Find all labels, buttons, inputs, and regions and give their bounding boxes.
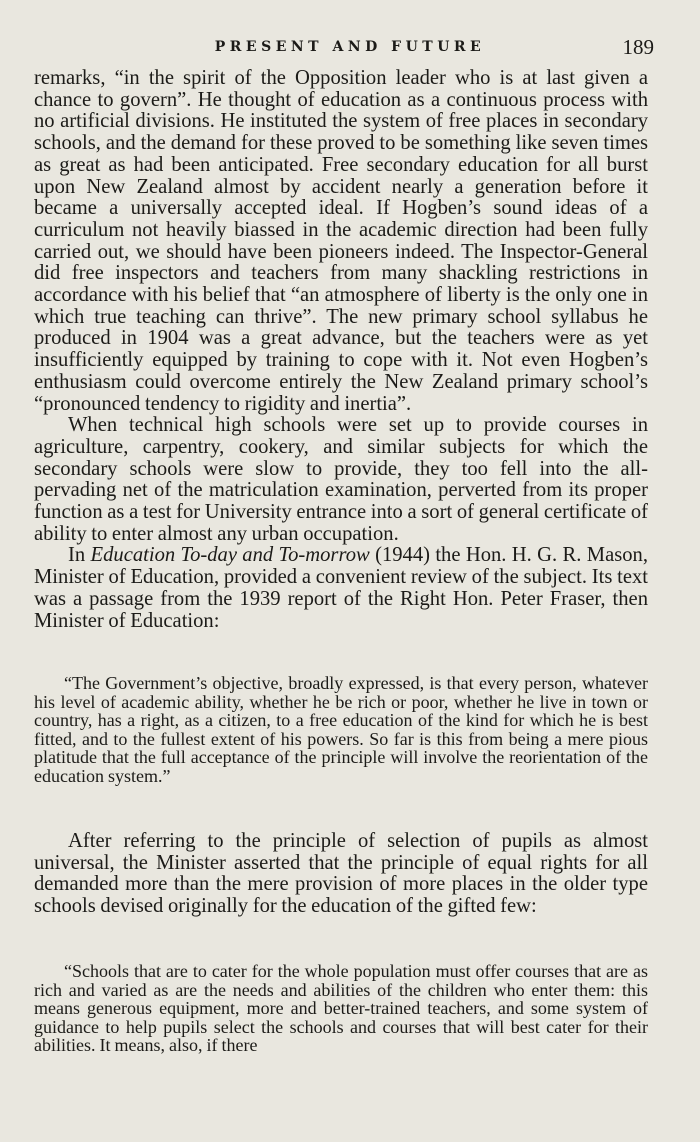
paragraph-3-prefix: In (68, 544, 91, 567)
page-number: 189 (622, 35, 654, 59)
paragraph-1: remarks, “in the spirit of the Opposition leader who is at last given a chance to govern”. He thought of education as a continuous process with no artificial divisions. He instituted the system of free places in secondary schools, and the demand for these proved to be something like seven times as great as had been anticipated. Free secondary education for all burst upon New Zealand almost by accident nearly a generation before it became a universally accepted ideal. If Hogben’s sound ideas of a curriculum not heavily biassed in the academic direction had been fully carried out, we should have been pioneers indeed. The Inspector-General did free inspectors and teachers from many shackling restrictions in accordance with his belief that “an atmosphere of liberty is the only one in which true teaching can thrive”. The new primary school syllabus he produced in 1904 was a great advance, but the teachers were as yet insufficiently equipped by training to cope with it. Not even Hogben’s enthusiasm could overcome entirely the New Zealand primary school’s “pronounced tendency to rigidity and inertia”. (34, 67, 648, 415)
paragraph-3-suffix: (1944) the Hon. H. G. R. Mason, Minister of Education, provided a convenient review of the subject. Its text was a passage from the 1939 report of the Right Hon. Peter Fraser, then Minister of Education: (34, 544, 648, 632)
running-head: PRESENT AND FUTURE (214, 39, 486, 55)
paragraph-2: When technical high schools were set up to provide courses in agriculture, carpentry, cookery, and similar subjects for which the secondary schools were slow to provide, they too fell into the all-pervading net of the matriculation examination, perverted from its proper function as a test for University entrance into a sort of general certificate of ability to enter almost any urban occupation. (34, 414, 648, 545)
block-quote-1 (34, 674, 648, 785)
main-text (34, 68, 648, 632)
book-title: Education To-day and To-morrow (90, 544, 370, 567)
paragraph-3 (34, 545, 648, 632)
block-quote-1-text: “The Government’s objective, broadly expressed, is that every person, whatever his level of academic ability, whether he be rich or poor, whether he live in town or country, has a right, as a citizen, to a free education of the kind for which he is best fitted, and to the fullest extent of his powers. So far is this from being a mere pious platitude that the full acceptance of the principle will involve the reorientation of the education system.” (34, 673, 648, 786)
paragraph-4: After referring to the principle of selection of pupils as almost universal, the Minister asserted that the principle of equal rights for all demanded more than the mere provision of more places in the older type schools devised originally for the education of the gifted few: (34, 830, 648, 918)
block-quote-2-text: “Schools that are to cater for the whole population must offer courses that are as rich and varied as are the needs and abilities of the children who enter them: this means generous equipment, more and better-trained teachers, and some system of guidance to help pupils select the schools and courses that will best cater for their abilities. It means, also, if there (34, 961, 648, 1055)
page-header (0, 35, 700, 65)
main-text-2 (34, 831, 648, 918)
block-quote-2 (34, 962, 648, 1055)
